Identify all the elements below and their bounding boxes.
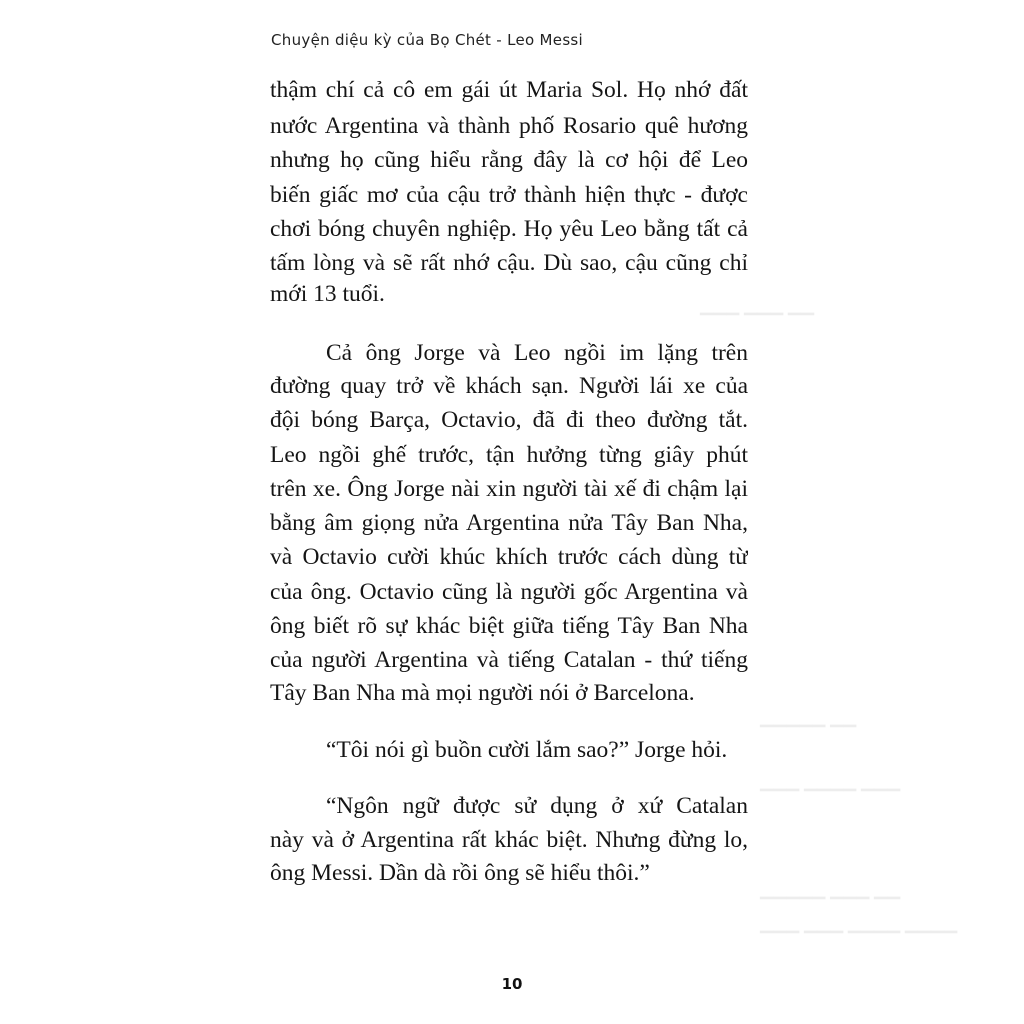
show-through-mark: ▁▁▁ ▁▁▁ ▁▁ <box>700 296 815 315</box>
text-line: tấm lòng và sẽ rất nhớ cậu. Dù sao, cậu cũng chỉ <box>270 250 748 276</box>
text-line: đội bóng Barça, Octavio, đã đi theo đường tắt. <box>270 407 748 433</box>
text-line: nhưng họ cũng hiểu rằng đây là cơ hội để Leo <box>270 147 748 173</box>
text-line: biến giấc mơ của cậu trở thành hiện thực - được <box>270 182 748 208</box>
text-line: “Tôi nói gì buồn cười lắm sao?” Jorge hỏi. <box>326 737 728 763</box>
text-line: Cả ông Jorge và Leo ngồi im lặng trên <box>326 340 748 366</box>
text-line: bằng âm giọng nửa Argentina nửa Tây Ban Nha, <box>270 510 748 536</box>
page-number: 10 <box>501 975 523 993</box>
text-line: và Octavio cười khúc khích trước cách dùng từ <box>270 544 748 570</box>
text-line: của ông. Octavio cũng là người gốc Argentina và <box>270 579 748 605</box>
text-line: đường quay trở về khách sạn. Người lái xe của <box>270 373 748 399</box>
text-line: Leo ngồi ghế trước, tận hưởng từng giây phút <box>270 442 748 468</box>
text-line: Tây Ban Nha mà mọi người nói ở Barcelona. <box>270 680 695 706</box>
text-line: thậm chí cả cô em gái út Maria Sol. Họ nhớ đất <box>270 77 748 103</box>
text-line: ông Messi. Dần dà rồi ông sẽ hiểu thôi.” <box>270 860 650 886</box>
text-line: trên xe. Ông Jorge nài xin người tài xế đi chậm lại <box>270 476 748 502</box>
text-line: ông biết rõ sự khác biệt giữa tiếng Tây Ban Nha <box>270 613 748 639</box>
text-line: mới 13 tuổi. <box>270 281 385 307</box>
text-line: chơi bóng chuyên nghiệp. Họ yêu Leo bằng tất cả <box>270 216 748 242</box>
show-through-mark: ▁▁▁▁▁ ▁▁▁ ▁▁ <box>760 880 901 899</box>
text-line: nước Argentina và thành phố Rosario quê hương <box>270 113 748 139</box>
text-line: “Ngôn ngữ được sử dụng ở xứ Catalan <box>326 793 748 819</box>
show-through-mark: ▁▁▁ ▁▁▁ ▁▁▁▁ ▁▁▁▁ <box>760 914 958 933</box>
running-header: Chuyện diệu kỳ của Bọ Chét - Leo Messi <box>271 31 584 49</box>
text-line: này và ở Argentina rất khác biệt. Nhưng đừng lo, <box>270 827 748 853</box>
show-through-mark: ▁▁▁▁▁ ▁▁ <box>760 708 857 727</box>
show-through-mark: ▁▁▁ ▁▁▁▁ ▁▁▁ <box>760 772 901 791</box>
text-line: của người Argentina và tiếng Catalan - thứ tiếng <box>270 647 748 673</box>
